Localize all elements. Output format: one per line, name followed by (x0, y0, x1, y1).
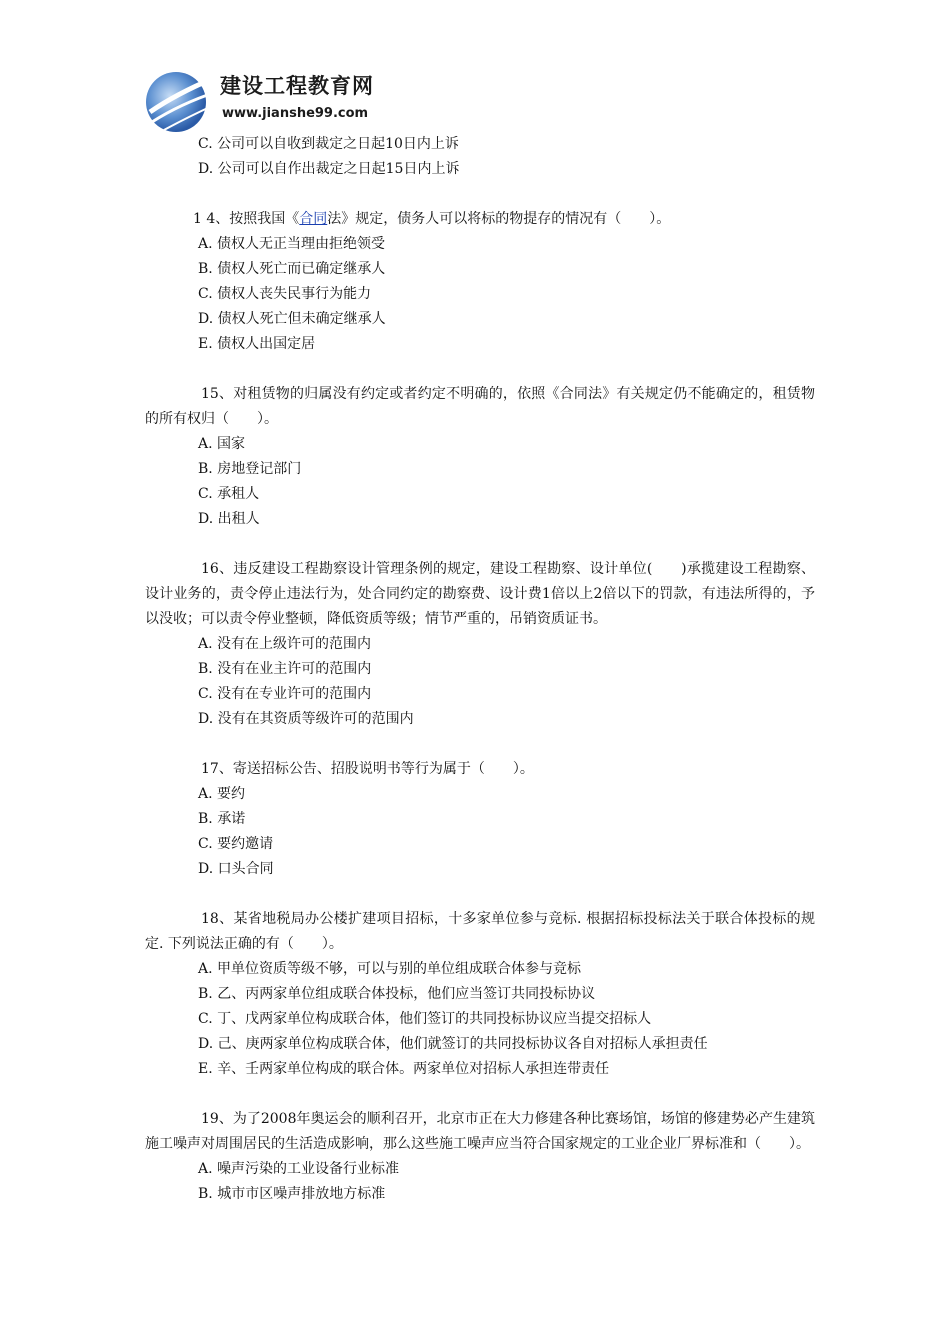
question-14-text: 1 4、按照我国《合同法》规定，债务人可以将标的物提存的情况有（ ）。 (193, 211, 671, 227)
option-b: B. 债权人死亡而已确定继承人 (198, 261, 386, 277)
option-a: A. 没有在上级许可的范围内 (198, 636, 372, 652)
option-d: D. 债权人死亡但未确定继承人 (198, 311, 386, 327)
question-13-tail (145, 132, 815, 182)
option-d: D. 出租人 (198, 511, 260, 527)
question-17-text: 17、寄送招标公告、招股说明书等行为属于（ ）。 (201, 761, 534, 777)
option-b: B. 没有在业主许可的范围内 (198, 661, 372, 677)
question-18-text: 18、某省地税局办公楼扩建项目招标，十多家单位参与竞标. 根据招标投标法关于联合体投标的规定. 下列说法正确的有（ ）。 (145, 911, 815, 952)
logo-globe-icon (140, 66, 218, 136)
question-16-text: 16、违反建设工程勘察设计管理条例的规定，建设工程勘察、设计单位( )承揽建设工程勘察、设计业务的，责令停止违法行为，处合同约定的勘察费、设计费1倍以上2倍以下的罚款，有违法所得的，予以没收；可以责令停业整顿，降低资质等级；情节严重的，吊销资质证书。 (145, 561, 815, 627)
question-19 (145, 1107, 815, 1207)
option-b: B. 城市市区噪声排放地方标准 (198, 1186, 386, 1202)
option-c: C. 债权人丧失民事行为能力 (198, 286, 372, 302)
option-d: D. 己、庚两家单位构成联合体，他们就签订的共同投标协议各自对招标人承担责任 (198, 1036, 708, 1052)
option-b: B. 承诺 (198, 811, 246, 827)
question-16 (145, 557, 815, 732)
question-18 (145, 907, 815, 1082)
option-d: D. 公司可以自作出裁定之日起15日内上诉 (198, 161, 460, 177)
document-body (145, 132, 815, 1207)
option-a: A. 国家 (198, 436, 246, 452)
option-c: C. 承租人 (198, 486, 260, 502)
option-b: B. 房地登记部门 (198, 461, 302, 477)
option-b: B. 乙、丙两家单位组成联合体投标，他们应当签订共同投标协议 (198, 986, 596, 1002)
option-a: A. 要约 (198, 786, 246, 802)
logo-title: 建设工程教育网 (220, 74, 374, 98)
option-d: D. 口头合同 (198, 861, 274, 877)
option-c: C. 要约邀请 (198, 836, 274, 852)
contract-law-link[interactable]: 合同 (299, 211, 328, 227)
question-17 (145, 757, 815, 882)
question-14 (145, 207, 815, 357)
option-e: E. 辛、壬两家单位构成的联合体。两家单位对招标人承担连带责任 (198, 1061, 610, 1077)
option-a: A. 甲单位资质等级不够，可以与别的单位组成联合体参与竞标 (198, 961, 582, 977)
question-19-text: 19、为了2008年奥运会的顺利召开，北京市正在大力修建各种比赛场馆，场馆的修建势必产生建筑施工噪声对周围居民的生活造成影响，那么这些施工噪声应当符合国家规定的工业企业厂界标准和（ ）。 (145, 1111, 815, 1152)
option-e: E. 债权人出国定居 (198, 336, 316, 352)
option-c: C. 公司可以自收到裁定之日起10日内上诉 (198, 136, 459, 152)
question-15 (145, 382, 815, 532)
question-15-text: 15、对租赁物的归属没有约定或者约定不明确的，依照《合同法》有关规定仍不能确定的，租赁物的所有权归（ ）。 (145, 386, 815, 427)
option-c: C. 没有在专业许可的范围内 (198, 686, 372, 702)
logo-url: www.jianshe99.com (222, 106, 369, 121)
site-logo (140, 66, 380, 136)
option-a: A. 噪声污染的工业设备行业标准 (198, 1161, 400, 1177)
option-d: D. 没有在其资质等级许可的范围内 (198, 711, 414, 727)
option-c: C. 丁、戊两家单位构成联合体，他们签订的共同投标协议应当提交招标人 (198, 1011, 652, 1027)
option-a: A. 债权人无正当理由拒绝领受 (198, 236, 386, 252)
